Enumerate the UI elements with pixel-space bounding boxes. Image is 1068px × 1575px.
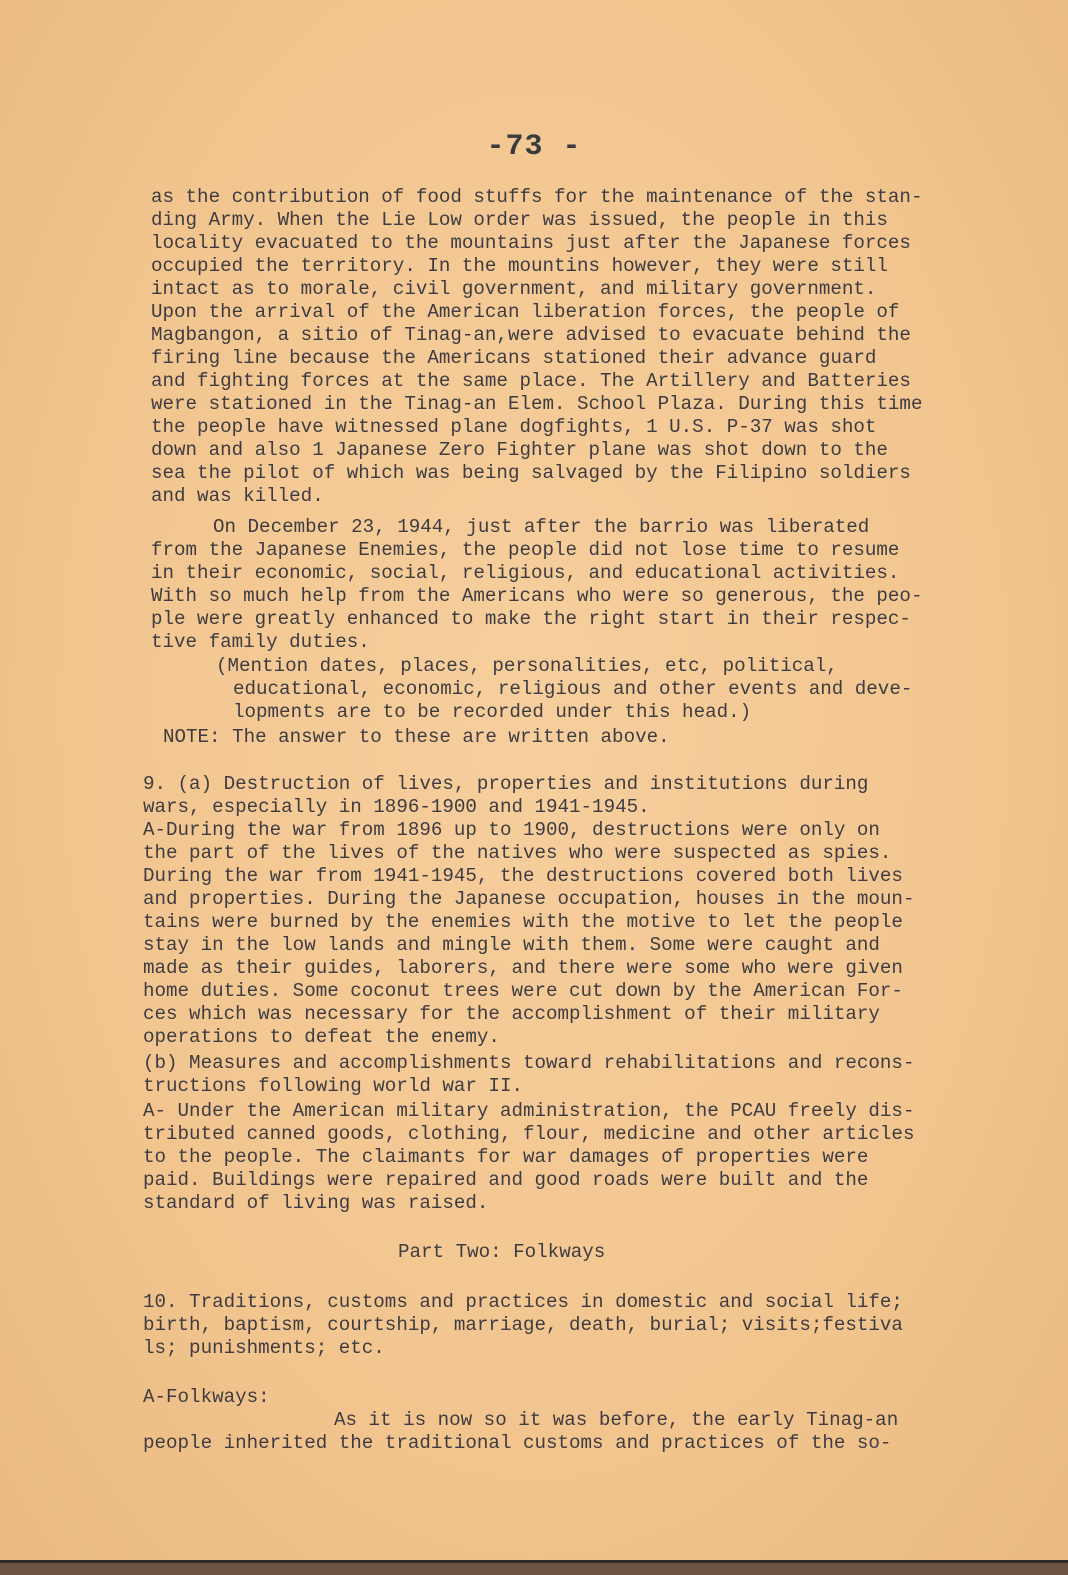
text-line: ple were greatly enhanced to make the right start in their respec- — [151, 608, 911, 630]
text-line: During the war from 1941-1945, the destructions covered both lives — [143, 865, 903, 887]
text-line: stay in the low lands and mingle with them. Some were caught and — [143, 934, 880, 956]
text-line: Magbangon, a sitio of Tinag-an,were advised to evacuate behind the — [151, 324, 911, 346]
text-line: sea the pilot of which was being salvaged by the Filipino soldiers — [151, 462, 911, 484]
text-line: ces which was necessary for the accomplishment of their military — [143, 1003, 880, 1025]
text-line: people inherited the traditional customs and practices of the so- — [143, 1432, 892, 1454]
text-line: and fighting forces at the same place. The Artillery and Batteries — [151, 370, 911, 392]
text-line: (Mention dates, places, personalities, etc, political, — [216, 655, 838, 677]
text-line: firing line because the Americans stationed their advance guard — [151, 347, 877, 369]
text-line: down and also 1 Japanese Zero Fighter plane was shot down to the — [151, 439, 888, 461]
text-line: As it is now so it was before, the early Tinag-an — [334, 1409, 899, 1431]
text-line: tributed canned goods, clothing, flour, medicine and other articles — [143, 1123, 915, 1145]
text-line: NOTE: The answer to these are written above. — [163, 726, 670, 748]
text-line: home duties. Some coconut trees were cut down by the American For- — [143, 980, 903, 1002]
text-line: Upon the arrival of the American liberation forces, the people of — [151, 301, 900, 323]
text-line: birth, baptism, courtship, marriage, death, burial; visits;festiva — [143, 1314, 903, 1336]
text-line: in their economic, social, religious, and educational activities. — [151, 562, 900, 584]
text-line: tructions following world war II. — [143, 1075, 523, 1097]
text-line: (b) Measures and accomplishments toward rehabilitations and recons- — [143, 1052, 915, 1074]
text-line: as the contribution of food stuffs for the maintenance of the stan- — [151, 186, 923, 208]
text-line: paid. Buildings were repaired and good roads were built and the — [143, 1169, 869, 1191]
text-line: from the Japanese Enemies, the people did not lose time to resume — [151, 539, 900, 561]
text-line: to the people. The claimants for war damages of properties were — [143, 1146, 869, 1168]
text-line: With so much help from the Americans who were so generous, the peo- — [151, 585, 923, 607]
text-line: and properties. During the Japanese occupation, houses in the moun- — [143, 888, 915, 910]
section-heading: Part Two: Folkways — [398, 1241, 606, 1263]
page-bottom-edge — [0, 1563, 1068, 1575]
text-line: A-During the war from 1896 up to 1900, destructions were only on — [143, 819, 880, 841]
text-line: standard of living was raised. — [143, 1192, 489, 1214]
page-number: -73 - — [486, 130, 582, 164]
text-line: occupied the territory. In the mountins however, they were still — [151, 255, 888, 277]
text-line: On December 23, 1944, just after the barrio was liberated — [213, 516, 870, 538]
text-line: locality evacuated to the mountains just after the Japanese forces — [151, 232, 911, 254]
text-line: wars, especially in 1896-1900 and 1941-1945. — [143, 796, 650, 818]
text-line: and was killed. — [151, 485, 324, 507]
text-line: were stationed in the Tinag-an Elem. School Plaza. During this time — [151, 393, 923, 415]
text-line: A- Under the American military administration, the PCAU freely dis- — [143, 1100, 915, 1122]
text-line: tains were burned by the enemies with the motive to let the people — [143, 911, 903, 933]
text-line: educational, economic, religious and other events and deve- — [233, 678, 913, 700]
text-line: A-Folkways: — [143, 1386, 270, 1408]
text-line: intact as to morale, civil government, and military government. — [151, 278, 877, 300]
text-line: operations to defeat the enemy. — [143, 1026, 500, 1048]
text-line: the people have witnessed plane dogfights, 1 U.S. P-37 was shot — [151, 416, 877, 438]
text-line: made as their guides, laborers, and there were some who were given — [143, 957, 903, 979]
text-line: tive family duties. — [151, 631, 370, 653]
text-line: ls; punishments; etc. — [143, 1337, 385, 1359]
text-line: 9. (a) Destruction of lives, properties and institutions during — [143, 773, 869, 795]
text-line: lopments are to be recorded under this head.) — [233, 701, 752, 723]
text-line: the part of the lives of the natives who were suspected as spies. — [143, 842, 892, 864]
text-line: 10. Traditions, customs and practices in domestic and social life; — [143, 1291, 903, 1313]
text-line: ding Army. When the Lie Low order was issued, the people in this — [151, 209, 888, 231]
